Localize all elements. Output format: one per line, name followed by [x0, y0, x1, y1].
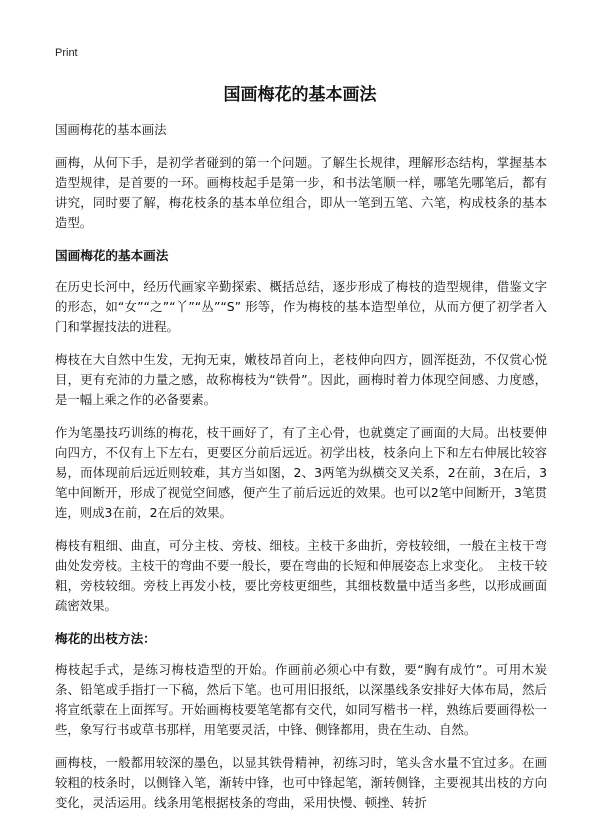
paragraph: 在历史长河中，经历代画家辛勤探索、概括总结，逐步形成了梅枝的造型规律，借鉴文字的形态，如“女”“之”“丫”“丛”“S” 形等，作为梅枝的基本造型单位，从而方便了初学者入门和掌握技法的进程。	[55, 279, 547, 334]
print-link[interactable]: Print	[55, 47, 78, 59]
article-body	[55, 120, 547, 826]
paragraph: 作为笔墨技巧训练的梅花，枝干画好了，有了主心骨，也就奠定了画面的大局。出枝要伸向四方，不仅有上下左右，更要区分前后远近。初学出枝，枝条向上下和左右伸展比较容易，而体现前后远近则较难，其方当如图，2、3两笔为纵横交叉关系，2在前，3在后，3笔中间断开，形成了视觉空间感，便产生了前后远近的效果。也可以2笔中间断开，3笔贯连，则成3在前，2在后的效果。	[55, 425, 547, 520]
section-heading: 梅花的出枝方法：	[55, 631, 156, 646]
article-title: 国画梅花的基本画法	[223, 85, 377, 105]
paragraph: 梅枝有粗细、曲直，可分主枝、旁枝、细枝。主枝干多曲折，旁枝较细，一般在主枝干弯曲处发旁枝。主枝干的弯曲不要一般长，要在弯曲的长短和伸展姿态上求变化。 主枝干较粗，旁枝较细。旁枝上再发小枝，要比旁枝更细些，其细枝数量中适当多些，以形成画面疏密效果。	[55, 538, 547, 613]
section-heading: 国画梅花的基本画法	[55, 248, 169, 263]
paragraph: 梅枝在大自然中生发，无拘无束，嫩枝昂首向上，老枝伸向四方，圆浑挺劲，不仅赏心悦目，更有充沛的力量之感，故称梅枝为“铁骨”。因此，画梅时着力体现空间感、力度感，是一幅上乘之作的必备要素。	[55, 352, 547, 407]
paragraph: 梅枝起手式，是练习梅枝造型的开始。作画前必须心中有数，要“胸有成竹”。可用木炭条、铅笔或手指打一下稿，然后下笔。也可用旧报纸，以深墨线条安排好大体布局，然后将宣纸蒙在上面挥写。开始画梅枝要笔笔都有交代，如同写楷书一样，熟练后要画得松一些，象写行书或草书那样，用笔要灵活，中锋、侧锋都用，贵在生动、自然。	[55, 662, 547, 737]
paragraph: 画梅枝，一般都用较深的墨色，以显其铁骨精神，初练习时，笔头含水量不宜过多。在画较粗的枝条时，以侧锋入笔，渐转中锋，也可中锋起笔，渐转侧锋，主要视其出枝的方向变化，灵活运用。线条用笔根据枝条的弯曲，采用快慢、顿挫、转折	[55, 755, 547, 810]
article-subtitle: 国画梅花的基本画法	[55, 122, 167, 137]
paragraph: 画梅，从何下手，是初学者碰到的第一个问题。了解生长规律，理解形态结构，掌握基本造型规律，是首要的一环。画梅枝起手是第一步，和书法笔顺一样，哪笔先哪笔后，都有讲究，同时要了解，梅花枝条的基本单位组合，即从一笔到五笔、六笔，构成枝条的基本造型。	[55, 155, 547, 230]
